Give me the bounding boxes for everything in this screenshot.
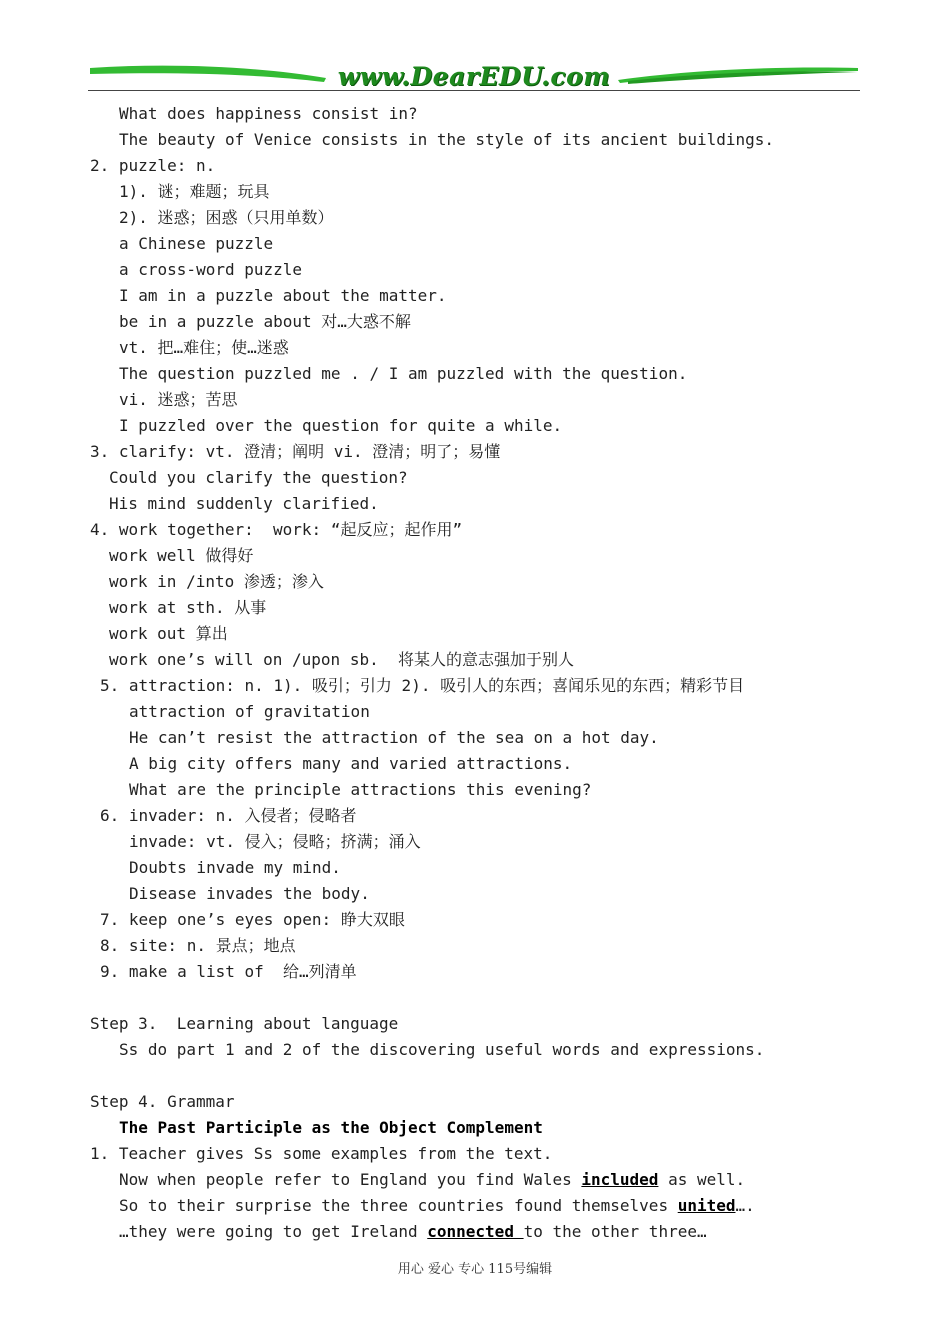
text-line: I am in a puzzle about the matter. [119, 286, 447, 305]
text-line: Step 3. Learning about language [90, 1014, 399, 1033]
example-text-before: …they were going to get Ireland [119, 1222, 428, 1241]
text-line: 3. clarify: vt. 澄清；阐明 vi. 澄清；明了；易懂 [90, 442, 501, 461]
example-text-after: …. [735, 1196, 755, 1215]
text-line: 5. attraction: n. 1). 吸引；引力 2). 吸引人的东西；喜闻乐见的东西；精彩节目 [100, 676, 745, 695]
text-line: 7. keep one’s eyes open: 睁大双眼 [100, 910, 405, 929]
text-line: Doubts invade my mind. [129, 858, 341, 877]
text-line: The Past Participle as the Object Complement [119, 1118, 543, 1137]
text-line: a Chinese puzzle [119, 234, 274, 253]
example-sentence [119, 1219, 707, 1245]
page-header [88, 58, 860, 98]
example-sentence [119, 1193, 755, 1219]
example-sentence [119, 1167, 745, 1193]
text-line: He can’t resist the attraction of the sea on a hot day. [129, 728, 659, 747]
text-line: 9. make a list of 给…列清单 [100, 962, 357, 981]
text-line: The question puzzled me . / I am puzzled with the question. [119, 364, 688, 383]
text-line: work well 做得好 [109, 546, 254, 565]
text-line: The beauty of Venice consists in the style of its ancient buildings. [119, 130, 775, 149]
text-line: 2. puzzle: n. [90, 156, 216, 175]
text-line: work one’s will on /upon sb. 将某人的意志强加于别人 [109, 650, 574, 669]
example-text-after: as well. [658, 1170, 746, 1189]
site-logo: www.DearEDU.com [337, 62, 611, 91]
page-footer: 用心 爱心 专心 115号编辑 [397, 1262, 553, 1277]
text-line: 8. site: n. 景点；地点 [100, 936, 296, 955]
text-line: 6. invader: n. 入侵者；侵略者 [100, 806, 357, 825]
text-line: work at sth. 从事 [109, 598, 267, 617]
text-line: work in /into 渗透；渗入 [109, 572, 324, 591]
example-text-before: Now when people refer to England you find Wales [119, 1170, 582, 1189]
example-text-before: So to their surprise the three countries found themselves [119, 1196, 678, 1215]
text-line: 1. Teacher gives Ss some examples from the text. [90, 1144, 553, 1163]
text-line: a cross-word puzzle [119, 260, 303, 279]
text-line: 2). 迷惑；困惑（只用单数） [119, 208, 334, 227]
underlined-participle: connected [427, 1222, 524, 1241]
text-line: What are the principle attractions this evening? [129, 780, 592, 799]
text-line: vi. 迷惑；苦思 [119, 390, 238, 409]
text-line: Disease invades the body. [129, 884, 370, 903]
underlined-participle: united [677, 1196, 736, 1215]
text-line: His mind suddenly clarified. [109, 494, 379, 513]
text-line: be in a puzzle about 对…大惑不解 [119, 312, 411, 331]
underlined-participle: included [581, 1170, 659, 1189]
text-line: 4. work together: work: “起反应；起作用” [90, 520, 463, 539]
text-line: work out 算出 [109, 624, 228, 643]
text-line: invade: vt. 侵入；侵略；挤满；涌入 [129, 832, 421, 851]
example-text-after: to the other three… [523, 1222, 707, 1241]
header-rule [88, 90, 860, 91]
text-line: attraction of gravitation [129, 702, 370, 721]
text-line: A big city offers many and varied attractions. [129, 754, 573, 773]
text-line: vt. 把…难住；使…迷惑 [119, 338, 289, 357]
text-line: Step 4. Grammar [90, 1092, 235, 1111]
text-line: I puzzled over the question for quite a while. [119, 416, 563, 435]
text-line: 1). 谜；难题；玩具 [119, 182, 270, 201]
text-line: Ss do part 1 and 2 of the discovering useful words and expressions. [119, 1040, 765, 1059]
text-line: Could you clarify the question? [109, 468, 408, 487]
text-line: What does happiness consist in? [119, 104, 418, 123]
